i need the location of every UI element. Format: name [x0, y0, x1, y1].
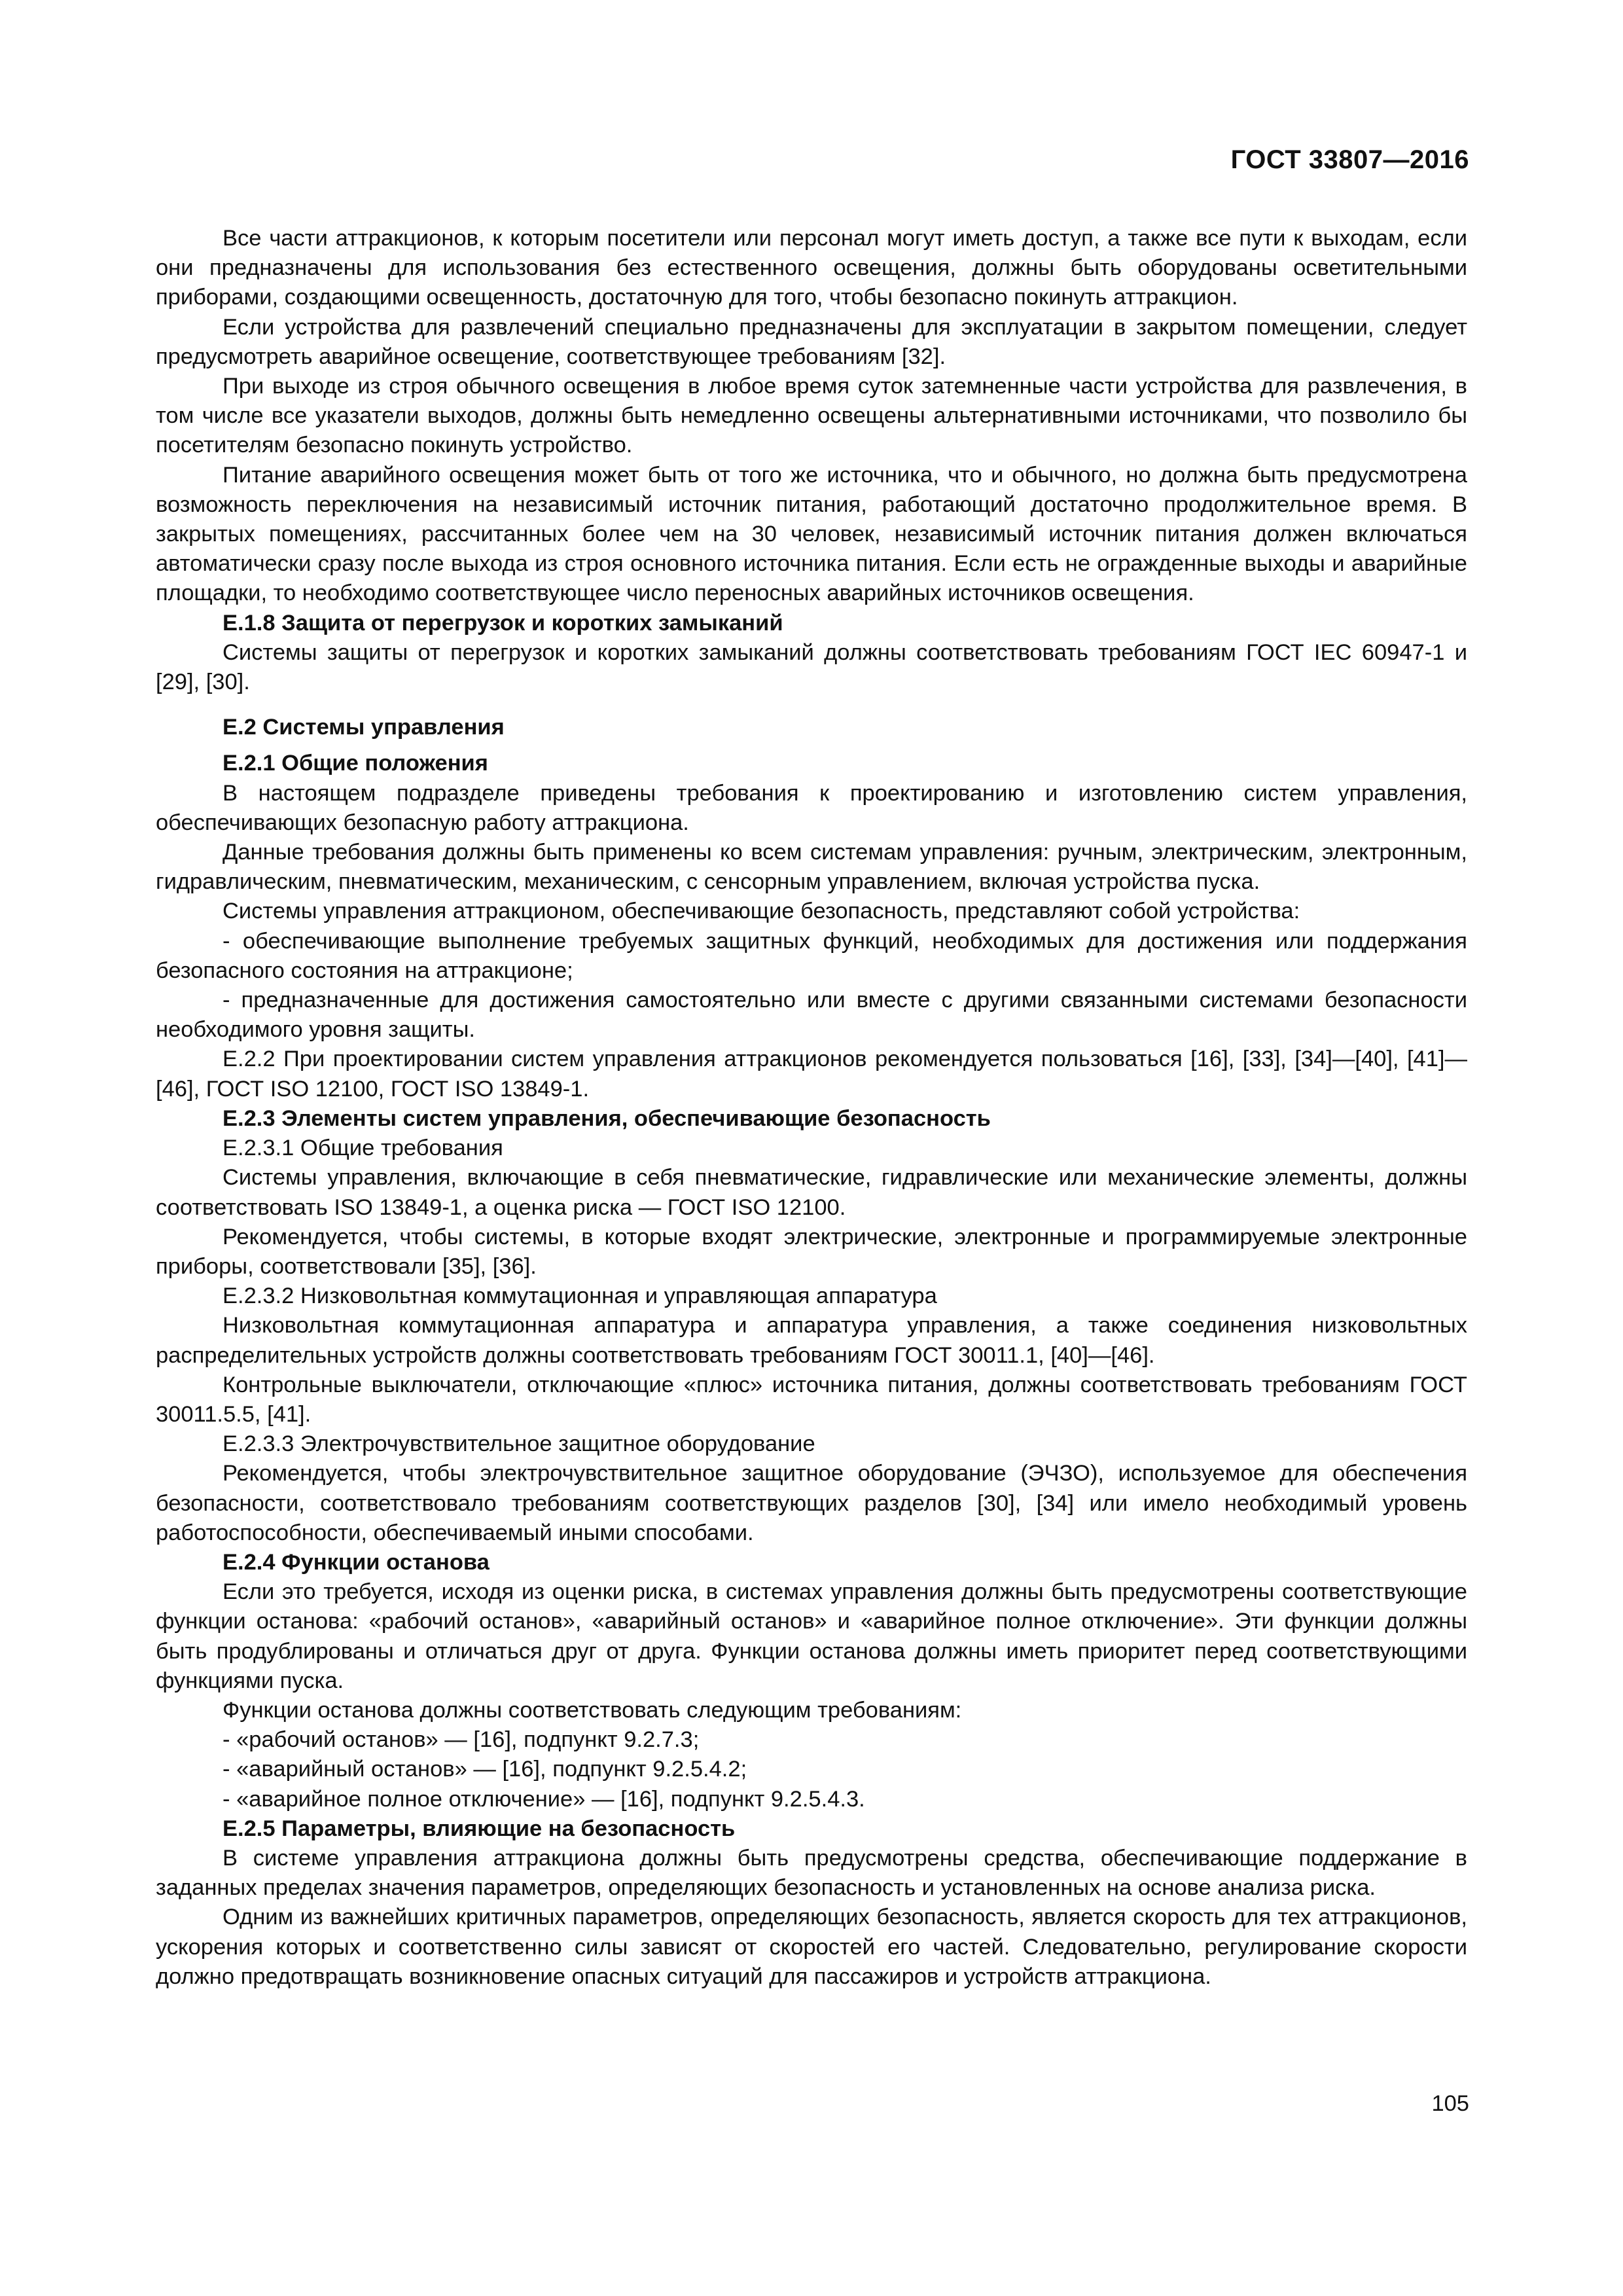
- list-item: - предназначенные для достижения самостоятельно или вместе с другими связанными системами безопасности необходимого уровня защиты.: [156, 988, 1467, 1043]
- list-item: - обеспечивающие выполнение требуемых защитных функций, необходимых для достижения или поддержания безопасного состояния на аттракционе;: [156, 928, 1467, 983]
- paragraph: Системы управления аттракционом, обеспечивающие безопасность, представляют собой устройства:: [223, 899, 1300, 924]
- section-heading: Е.2 Системы управления: [223, 715, 505, 740]
- paragraph: Если устройства для развлечений специально предназначены для эксплуатации в закрытом помещении, следует предусмотреть аварийное освещение, соответствующее требованиям [32].: [156, 314, 1467, 369]
- paragraph: Питание аварийного освещения может быть от того же источника, что и обычного, но должна быть предусмотрена возможность переключения на независимый источник питания, работающий достаточно продолжительное время. В закрытых помещениях, рассчитанных более чем на 30 человек, независимый источник питания должен включаться автоматически сразу после выхода из строя основного источника питания. Если есть не огражденные выходы и аварийные площадки, то необходимо соответствующее число переносных аварийных источников освещения.: [156, 462, 1467, 606]
- paragraph: В настоящем подразделе приведены требования к проектированию и изготовлению систем управления, обеспечивающих безопасную работу аттракциона.: [156, 780, 1467, 835]
- paragraph: Системы управления, включающие в себя пневматические, гидравлические или механические элементы, должны соответствовать ISO 13849-1, а оценка риска — ГОСТ ISO 12100.: [156, 1165, 1467, 1220]
- subsection-heading: Е.2.3.1 Общие требования: [223, 1136, 503, 1161]
- document-body: [156, 224, 1467, 1992]
- paragraph: Данные требования должны быть применены ко всем системам управления: ручным, электрическим, электронным, гидравлическим, пневматическим, механическим, с сенсорным управлением, включая устройства пуска.: [156, 840, 1467, 895]
- section-heading: Е.2.5 Параметры, влияющие на безопасность: [223, 1816, 736, 1841]
- list-item: - «аварийный останов» — [16], подпункт 9.2.5.4.2;: [223, 1757, 747, 1782]
- list-item: - «аварийное полное отключение» — [16], подпункт 9.2.5.4.3.: [223, 1786, 865, 1812]
- paragraph: В системе управления аттракциона должны быть предусмотрены средства, обеспечивающие поддержание в заданных пределах значения параметров, определяющих безопасность и установленных на основе анализа риска.: [156, 1845, 1467, 1901]
- paragraph: Контрольные выключатели, отключающие «плюс» источника питания, должны соответствовать требованиям ГОСТ 30011.5.5, [41].: [156, 1372, 1467, 1427]
- section-heading: Е.1.8 Защита от перегрузок и коротких замыканий: [223, 610, 783, 636]
- paragraph: При выходе из строя обычного освещения в любое время суток затемненные части устройства для развлечения, в том числе все указатели выходов, должны быть немедленно освещены альтернативными источниками, что позволило бы посетителям безопасно покинуть устройство.: [156, 374, 1467, 458]
- paragraph: Низковольтная коммутационная аппаратура и аппаратура управления, а также соединения низковольтных распределительных устройств должны соответствовать требованиям ГОСТ 30011.1, [40]—[46].: [156, 1313, 1467, 1368]
- paragraph: Одним из важнейших критичных параметров, определяющих безопасность, является скорость для тех аттракционов, ускорения которых и соответственно силы зависят от скоростей его частей. Следовательно, регулирование скорости должно предотвращать возникновение опасных ситуаций для пассажиров и устройств аттракциона.: [156, 1905, 1467, 1989]
- section-heading: Е.2.3 Элементы систем управления, обеспечивающие безопасность: [223, 1105, 991, 1131]
- paragraph: Если это требуется, исходя из оценки риска, в системах управления должны быть предусмотрены соответствующие функции останова: «рабочий останов», «аварийный останов» и «аварийное полное отключение». Эти функции должны быть продублированы и отличаться друг от друга. Функции останова должны иметь приоритет перед соответствующими функциями пуска.: [156, 1579, 1467, 1693]
- paragraph: Рекомендуется, чтобы системы, в которые входят электрические, электронные и программируемые электронные приборы, соответствовали [35], [36].: [156, 1224, 1467, 1279]
- paragraph: Е.2.2 При проектировании систем управления аттракционов рекомендуется пользоваться [16], [33], [34]—[40], [41]—[46], ГОСТ ISO 12100, ГОСТ ISO 13849-1.: [156, 1047, 1467, 1102]
- page-number: 105: [1431, 2091, 1469, 2116]
- paragraph: Рекомендуется, чтобы электрочувствительное защитное оборудование (ЭЧЗО), используемое для обеспечения безопасности, соответствовало требованиям соответствующих разделов [30], [34] или имело необходимый уровень работоспособности, обеспечиваемый иными способами.: [156, 1461, 1467, 1545]
- list-item: - «рабочий останов» — [16], подпункт 9.2.7.3;: [223, 1727, 700, 1753]
- section-heading: Е.2.1 Общие положения: [223, 751, 488, 776]
- subsection-heading: Е.2.3.2 Низковольтная коммутационная и управляющая аппаратура: [223, 1283, 937, 1309]
- paragraph: Системы защиты от перегрузок и коротких замыканий должны соответствовать требованиям ГОСТ IEC 60947-1 и [29], [30].: [156, 639, 1467, 695]
- paragraph: Функции останова должны соответствовать следующим требованиям:: [223, 1697, 962, 1723]
- section-heading: Е.2.4 Функции останова: [223, 1549, 490, 1575]
- subsection-heading: Е.2.3.3 Электрочувствительное защитное оборудование: [223, 1431, 815, 1457]
- document-code-header: ГОСТ 33807—2016: [1230, 145, 1469, 174]
- paragraph: Все части аттракционов, к которым посетители или персонал могут иметь доступ, а также все пути к выходам, если они предназначены для использования без естественного освещения, должны быть оборудованы осветительными приборами, создающими освещенность, достаточную для того, чтобы безопасно покинуть аттракцион.: [156, 226, 1467, 310]
